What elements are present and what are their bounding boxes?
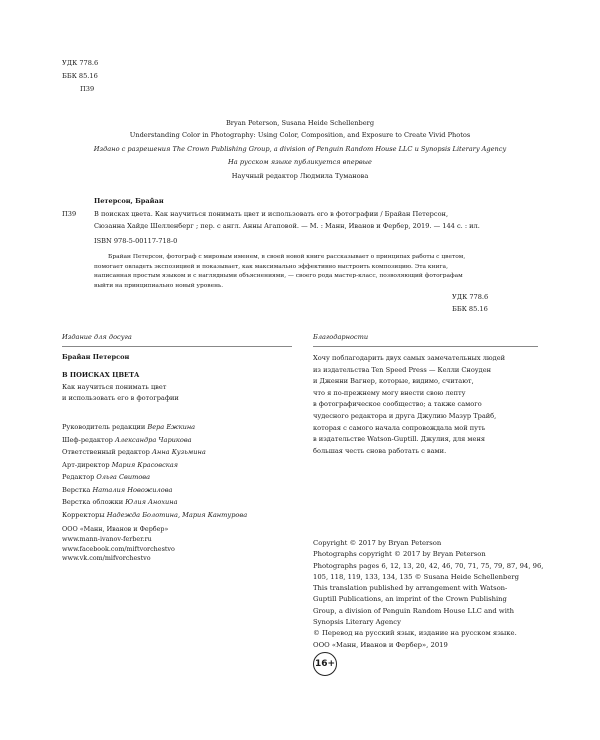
copyright-line: Photographs pages 6, 12, 13, 20, 42, 46, 70, 71, 75, 79, 87, 94, 96, [313, 561, 544, 570]
staff-role: Руководитель редакции [62, 423, 146, 431]
staff-row [62, 486, 302, 499]
publisher-link-vk[interactable]: www.vk.com/mifvorchestvo [62, 554, 151, 563]
thanks-line: которая с самого начала сопровождала мой путь [313, 423, 486, 432]
catalog-annotation [94, 253, 504, 291]
age-rating-badge: 16+ [313, 652, 337, 676]
permission-note: Издано с разрешения The Crown Publishing Group, a division of Penguin Random House LLC и Synopsis Literary Agency [93, 145, 507, 153]
staff-row [62, 473, 302, 486]
left-divider [62, 346, 292, 347]
first-time-note: На русском языке публикуется впервые [228, 158, 372, 166]
right-divider [313, 346, 538, 347]
staff-role: Редактор [62, 473, 95, 481]
staff-name: Вера Ежкина [147, 423, 196, 431]
staff-list [62, 423, 302, 523]
isbn: ISBN 978-5-00117-718-0 [94, 237, 178, 245]
copyright-block [313, 538, 573, 651]
original-title: Understanding Color in Photography: Using Color, Composition, and Exposure to Create Vivid Photos [129, 131, 471, 139]
staff-role: Ответственный редактор [62, 448, 150, 456]
copyright-line: Group, a division of Penguin Random House LLC and with [313, 606, 514, 615]
publisher-name: ООО «Манн, Иванов и Фербер» [62, 525, 169, 533]
annotation-line: Брайан Петерсон, фотограф с мировым именем, в своей новой книге рассказывает о принципах работы с цветом, [108, 254, 466, 260]
staff-row [62, 498, 302, 511]
publisher-link-site[interactable]: www.mann-ivanov-ferber.ru [62, 534, 152, 543]
staff-name: Ольга Свитова [96, 473, 151, 481]
staff-role: Арт-директор [62, 460, 110, 469]
scientific-editor: Научный редактор Людмила Туманова [231, 172, 369, 180]
copyright-line: Synopsis Literary Agency [313, 618, 401, 627]
copyright-line: Guptill Publications, an imprint of the Crown Publishing [313, 595, 507, 604]
edition-label: Издание для досуга [62, 333, 132, 341]
staff-name: Александра Чарикова [115, 435, 192, 444]
staff-row [62, 461, 302, 474]
thanks-line: что я по-прежнему могу внести свою лепту [313, 388, 466, 397]
staff-row [62, 511, 302, 524]
staff-name: Мария Красовская [111, 460, 179, 469]
staff-role: Верстка обложки [62, 498, 124, 506]
copyright-line: © Перевод на русский язык, издание на русском языке. [313, 629, 517, 638]
annotation-line: помогает овладеть экспозицией и показывает, как максимально эффективно выстроить композицию. Эта книга, [94, 263, 448, 270]
catalog-author-heading: Петерсон, Брайан [94, 197, 164, 205]
thanks-line: из издательства Ten Speed Press — Келли Сноуден [313, 365, 492, 374]
annotation-line: написанная простым языком и с наглядными объяснениями, — своего рода мастер-класс, позволяющий фотографам [94, 273, 463, 279]
catalog-code: П39 [62, 210, 77, 218]
original-authors: Bryan Peterson, Susana Heide Schellenberg [225, 119, 375, 127]
staff-role: Корректоры [62, 510, 105, 519]
catalog-entry-line-1: В поисках цвета. Как научиться понимать цвет и использовать его в фотографии / Брайан Петерсон, [94, 210, 449, 218]
thanks-line: и Дженни Вагнер, которые, видимо, считают, [313, 377, 474, 386]
thanks-line: большая честь снова работать с вами. [313, 446, 447, 455]
staff-role: Шеф-редактор [62, 435, 113, 444]
staff-name: Наталия Новожилова [92, 485, 173, 494]
book-author: Брайан Петерсон [62, 353, 130, 361]
copyright-line: 105, 118, 119, 133, 134, 135 © Susana Heide Schellenberg [313, 572, 519, 581]
staff-row [62, 436, 302, 449]
staff-role: Верстка [62, 485, 91, 494]
publisher-link-facebook[interactable]: www.facebook.com/miftvorchestvo [62, 544, 175, 553]
book-title: В ПОИСКАХ ЦВЕТА [62, 371, 140, 379]
thanks-line: в издательстве Watson-Guptill. Джулия, для меня [313, 435, 486, 444]
catalog-entry-line-2: Сюзанна Хайде Шелленберг ; пер. с англ. Анны Агаповой. — М. : Манн, Иванов и Фербер, 2019. — 144 с. : ил. [94, 222, 480, 230]
udk-code-top: УДК 778.6 [62, 59, 99, 67]
copyright-line: ООО «Манн, Иванов и Фербер», 2019 [313, 640, 448, 649]
staff-name: Юлия Анохина [125, 498, 178, 506]
thanks-line: чудесного редактора и друга Джулию Мазур Трайб, [313, 411, 497, 420]
annotation-line: выйти на принципиально новый уровень. [94, 282, 224, 289]
udk-code: УДК 778.6 [452, 293, 489, 301]
staff-name: Надежда Болотина, Мария Кантурова [106, 510, 248, 519]
copyright-line: Photographs copyright © 2017 by Bryan Peterson [313, 550, 486, 559]
staff-row [62, 448, 302, 461]
book-subtitle-line: и использовать его в фотографии [62, 394, 179, 402]
thanks-label: Благодарности [313, 333, 369, 341]
thanks-line: в фотографическое сообщество; а также самого [313, 400, 482, 409]
book-subtitle-line: Как научиться понимать цвет [62, 383, 167, 391]
copyright-line: Copyright © 2017 by Bryan Peterson [313, 539, 442, 547]
publisher-block [62, 525, 175, 564]
thanks-text [313, 353, 553, 457]
thanks-line: Хочу поблагодарить двух самых замечательных людей [313, 354, 506, 362]
copyright-line: This translation published by arrangement with Watson- [313, 584, 508, 593]
staff-row [62, 423, 302, 436]
staff-name: Анна Кузьмина [151, 448, 206, 456]
bbk-code-top: ББК 85.16 [62, 72, 98, 80]
bbk-code: ББК 85.16 [452, 305, 488, 313]
author-mark-top: П39 [80, 85, 95, 93]
